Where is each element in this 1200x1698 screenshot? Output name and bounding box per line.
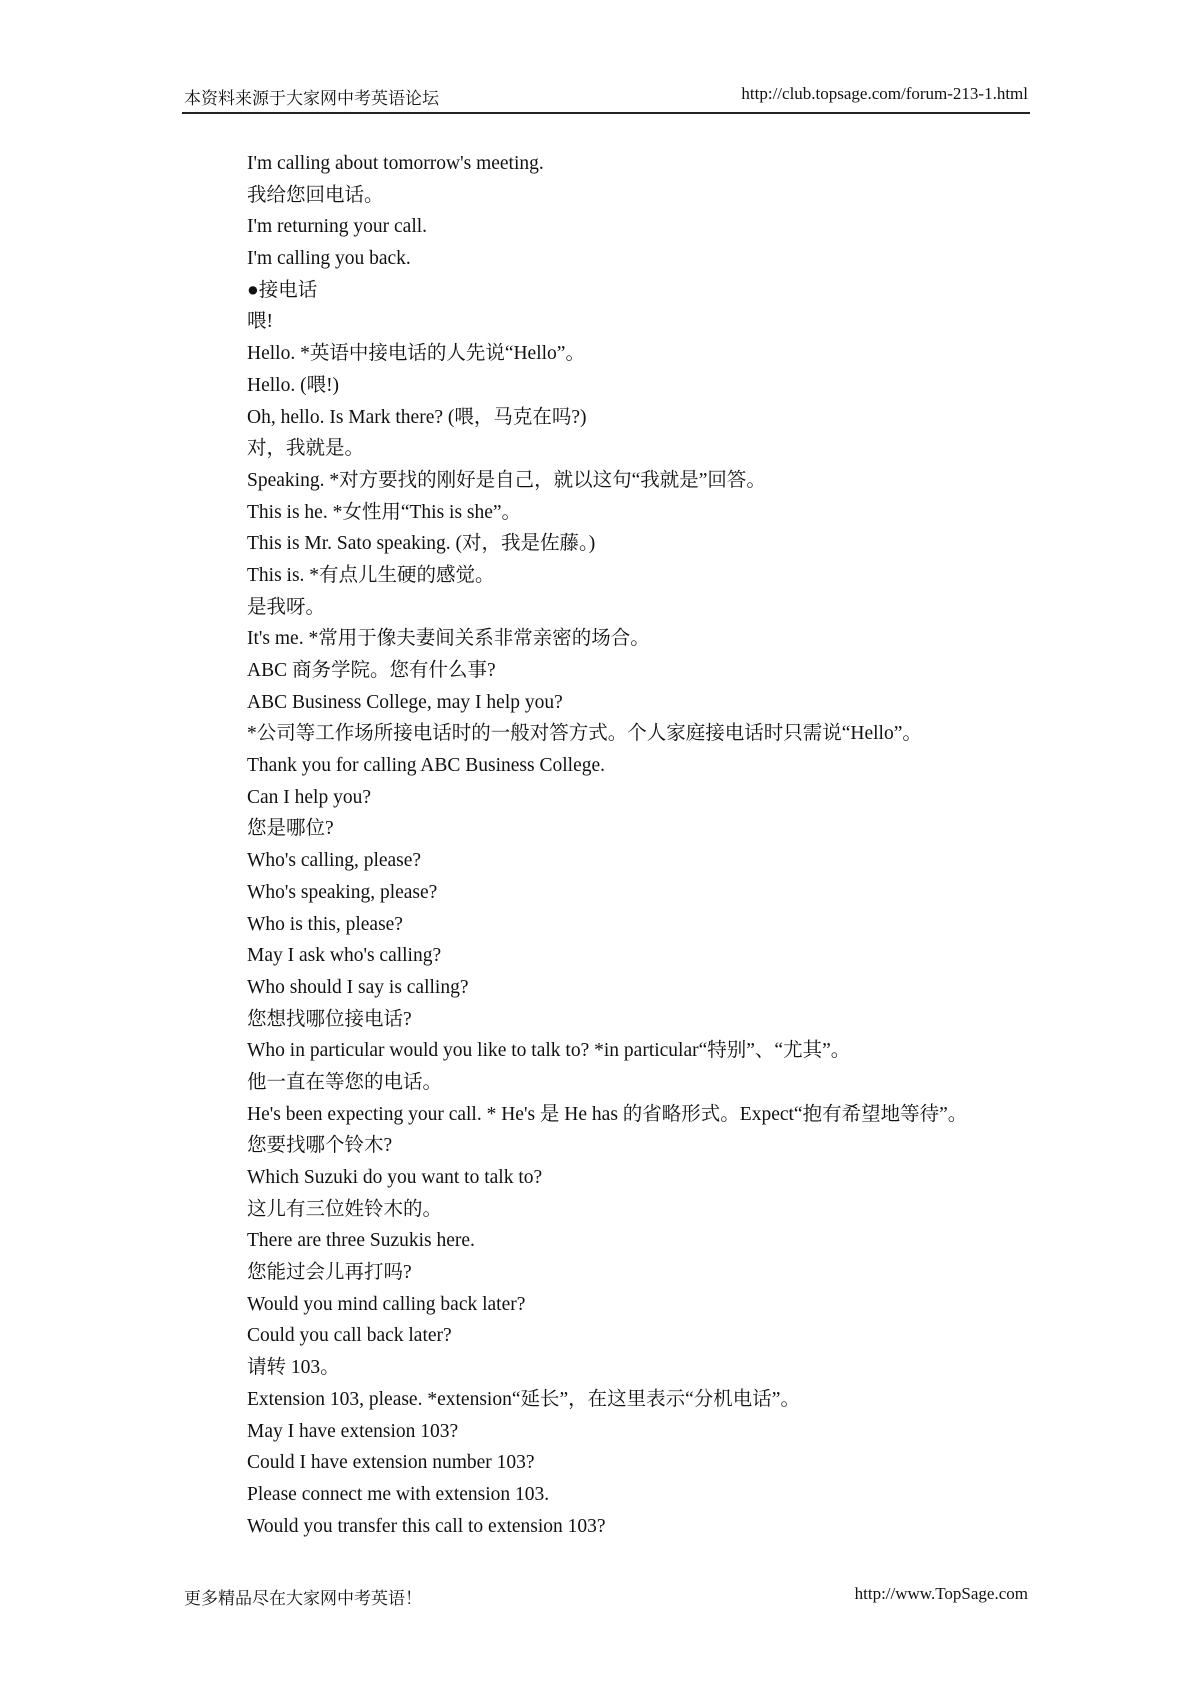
text-line: Could I have extension number 103? (247, 1452, 535, 1474)
text-line: 您想找哪位接电话? (247, 1008, 412, 1030)
text-line: This is Mr. Sato speaking. (对，我是佐藤。) (247, 533, 596, 555)
text-line: Speaking. *对方要找的刚好是自己，就以这句“我就是”回答。 (247, 469, 766, 491)
text-line: I'm calling about tomorrow's meeting. (247, 153, 544, 174)
footer-promo-text: 更多精品尽在大家网中考英语！ (184, 1589, 422, 1608)
document-body (247, 148, 1107, 1542)
text-line: There are three Suzukis here. (247, 1230, 475, 1252)
text-line: *公司等工作场所接电话时的一般对答方式。个人家庭接电话时只需说“Hello”。 (247, 723, 922, 745)
text-line: Hello. *英语中接电话的人先说“Hello”。 (247, 343, 585, 365)
text-line: 喂! (247, 311, 273, 333)
text-line: It's me. *常用于像夫妻间关系非常亲密的场合。 (247, 628, 650, 650)
text-line: Would you transfer this call to extension 103? (247, 1515, 606, 1537)
page-header (182, 84, 1030, 114)
text-line: Thank you for calling ABC Business College. (247, 755, 606, 777)
text-line: He's been expecting your call. * He's 是 He has 的省略形式。Expect“抱有希望地等待”。 (247, 1103, 968, 1125)
text-line: Extension 103, please. *extension“延长”，在这里表示“分机电话”。 (247, 1388, 800, 1410)
text-line: ABC 商务学院。您有什么事? (247, 660, 496, 681)
text-line: Oh, hello. Is Mark there? (喂，马克在吗?) (247, 406, 587, 428)
text-line: Could you call back later? (247, 1325, 452, 1347)
text-line: Who should I say is calling? (247, 976, 469, 998)
text-line: Can I help you? (247, 786, 372, 808)
text-line: Who in particular would you like to talk to? *in particular“特别”、“尤其”。 (247, 1040, 851, 1062)
text-line: Would you mind calling back later? (247, 1293, 526, 1315)
text-line: I'm calling you back. (247, 248, 411, 270)
text-line: 您是哪位? (247, 818, 334, 840)
text-line: This is. *有点儿生硬的感觉。 (247, 564, 495, 586)
text-line: May I have extension 103? (247, 1420, 459, 1442)
text-line: 请转 103。 (247, 1357, 340, 1379)
header-url-link[interactable]: http://club.topsage.com/forum-213-1.html (741, 84, 1028, 103)
header-source-text: 本资料来源于大家网中考英语论坛 (184, 89, 439, 108)
text-line: ABC Business College, may I help you? (247, 691, 563, 713)
text-line: Who's calling, please? (247, 850, 422, 872)
text-line: Which Suzuki do you want to talk to? (247, 1167, 543, 1188)
text-line: 我给您回电话。 (247, 184, 384, 206)
text-line: May I ask who's calling? (247, 945, 442, 967)
text-line: Hello. (喂!) (247, 374, 340, 396)
text-line: 对，我就是。 (247, 438, 365, 460)
text-line: 他一直在等您的电话。 (247, 1071, 443, 1093)
text-line: ●接电话 (247, 279, 318, 301)
footer-url-link[interactable]: http://www.TopSage.com (854, 1584, 1028, 1603)
text-line: 您能过会儿再打吗? (247, 1262, 412, 1284)
text-line: Who is this, please? (247, 913, 403, 935)
text-line: Please connect me with extension 103. (247, 1483, 550, 1505)
text-line: I'm returning your call. (247, 216, 428, 238)
text-line: This is he. *女性用“This is she”。 (247, 501, 522, 523)
text-line: 您要找哪个铃木? (247, 1135, 393, 1157)
text-line: 是我呀。 (247, 596, 326, 618)
text-line: 这儿有三位姓铃木的。 (247, 1198, 443, 1220)
text-line: Who's speaking, please? (247, 881, 438, 903)
